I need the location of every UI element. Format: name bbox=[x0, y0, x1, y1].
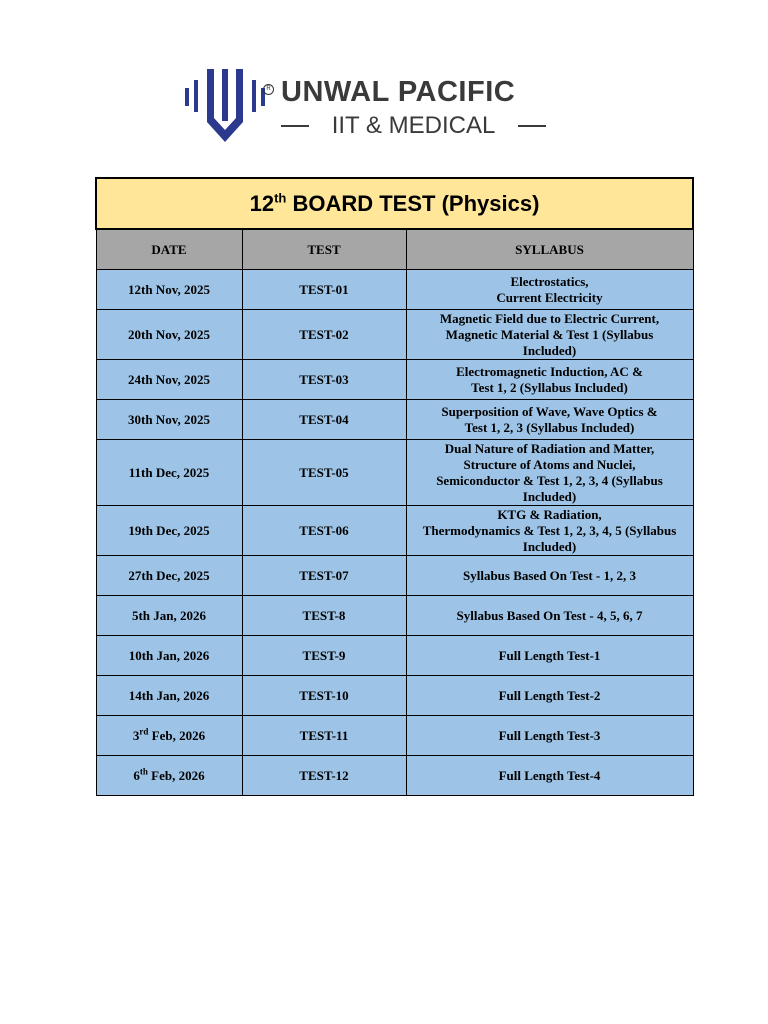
header-syllabus: SYLLABUS bbox=[406, 229, 693, 270]
table-row bbox=[96, 440, 693, 506]
syllabus-line: Included) bbox=[522, 488, 577, 504]
syllabus-line: Full Length Test-4 bbox=[498, 767, 601, 783]
table-row bbox=[96, 596, 693, 636]
syllabus-line: Electrostatics, bbox=[510, 273, 589, 289]
brand-name: UNWAL PACIFIC bbox=[281, 76, 516, 108]
syllabus-line: Included) bbox=[522, 342, 577, 358]
cell-test: TEST-12 bbox=[242, 756, 406, 796]
date-month-year: Feb, 2026 bbox=[148, 727, 206, 743]
table-row bbox=[96, 360, 693, 400]
table-row bbox=[96, 756, 693, 796]
header-date: DATE bbox=[96, 229, 242, 270]
cell-test: TEST-8 bbox=[242, 596, 406, 636]
table-header-row bbox=[96, 229, 693, 270]
syllabus-line: Semiconductor & Test 1, 2, 3, 4 (Syllabus bbox=[436, 472, 663, 488]
cell-test: TEST-05 bbox=[242, 440, 406, 506]
title-prefix: 12 bbox=[249, 190, 275, 216]
cell-test: TEST-03 bbox=[242, 360, 406, 400]
brand-tagline bbox=[281, 112, 546, 140]
tagline-dash-left bbox=[281, 125, 309, 127]
syllabus-line: Magnetic Material & Test 1 (Syllabus bbox=[445, 326, 654, 342]
board-test-schedule-table bbox=[95, 177, 694, 796]
cell-syllabus bbox=[406, 310, 693, 360]
table-row bbox=[96, 270, 693, 310]
table-row bbox=[96, 506, 693, 556]
title-superscript: th bbox=[274, 190, 287, 206]
syllabus-line: KTG & Radiation, bbox=[497, 506, 602, 522]
cell-date: 12th Nov, 2025 bbox=[96, 270, 242, 310]
cell-syllabus bbox=[406, 270, 693, 310]
syllabus-line: Full Length Test-3 bbox=[498, 727, 601, 743]
syllabus-line: Electromagnetic Induction, AC & bbox=[456, 363, 643, 379]
cell-syllabus bbox=[406, 360, 693, 400]
syllabus-line: Structure of Atoms and Nuclei, bbox=[463, 456, 636, 472]
cell-syllabus bbox=[406, 440, 693, 506]
table-row bbox=[96, 400, 693, 440]
table-row bbox=[96, 310, 693, 360]
table-title bbox=[96, 178, 693, 229]
cell-date: 5th Jan, 2026 bbox=[96, 596, 242, 636]
tagline-dash-right bbox=[518, 125, 546, 127]
cell-test: TEST-06 bbox=[242, 506, 406, 556]
cell-date: 20th Nov, 2025 bbox=[96, 310, 242, 360]
cell-date: 27th Dec, 2025 bbox=[96, 556, 242, 596]
syllabus-line: Current Electricity bbox=[496, 289, 603, 305]
date-ordinal-suffix: rd bbox=[139, 726, 149, 737]
title-text: BOARD TEST (Physics) bbox=[286, 190, 540, 216]
syllabus-line: Syllabus Based On Test - 4, 5, 6, 7 bbox=[456, 607, 643, 623]
table-row bbox=[96, 716, 693, 756]
cell-syllabus bbox=[406, 716, 693, 756]
registered-mark: R bbox=[263, 84, 274, 95]
syllabus-line: Dual Nature of Radiation and Matter, bbox=[444, 440, 655, 456]
cell-date bbox=[96, 756, 242, 796]
cell-test: TEST-07 bbox=[242, 556, 406, 596]
cell-test: TEST-02 bbox=[242, 310, 406, 360]
syllabus-line: Superposition of Wave, Wave Optics & bbox=[441, 403, 658, 419]
cell-syllabus bbox=[406, 756, 693, 796]
cell-syllabus bbox=[406, 556, 693, 596]
cell-date: 11th Dec, 2025 bbox=[96, 440, 242, 506]
syllabus-line: Full Length Test-1 bbox=[498, 647, 601, 663]
brand-logo bbox=[185, 66, 555, 146]
brand-tagline-text: IIT & MEDICAL bbox=[331, 112, 496, 139]
table-title-row bbox=[96, 178, 693, 229]
header-test: TEST bbox=[242, 229, 406, 270]
cell-date: 14th Jan, 2026 bbox=[96, 676, 242, 716]
cell-date bbox=[96, 716, 242, 756]
unwal-pacific-logo-icon bbox=[185, 66, 265, 146]
date-ordinal-suffix: th bbox=[139, 766, 148, 777]
cell-syllabus bbox=[406, 400, 693, 440]
cell-syllabus bbox=[406, 676, 693, 716]
cell-date: 30th Nov, 2025 bbox=[96, 400, 242, 440]
syllabus-line: Test 1, 2, 3 (Syllabus Included) bbox=[464, 419, 635, 435]
cell-test: TEST-10 bbox=[242, 676, 406, 716]
cell-test: TEST-01 bbox=[242, 270, 406, 310]
cell-date: 10th Jan, 2026 bbox=[96, 636, 242, 676]
table-row bbox=[96, 636, 693, 676]
syllabus-line: Full Length Test-2 bbox=[498, 687, 601, 703]
cell-test: TEST-9 bbox=[242, 636, 406, 676]
syllabus-line: Thermodynamics & Test 1, 2, 3, 4, 5 (Syllabus bbox=[422, 522, 677, 538]
cell-date: 24th Nov, 2025 bbox=[96, 360, 242, 400]
cell-date: 19th Dec, 2025 bbox=[96, 506, 242, 556]
date-day: 3 bbox=[132, 727, 140, 743]
syllabus-line: Syllabus Based On Test - 1, 2, 3 bbox=[462, 567, 637, 583]
syllabus-line: Magnetic Field due to Electric Current, bbox=[439, 310, 660, 326]
date-month-year: Feb, 2026 bbox=[147, 767, 205, 783]
syllabus-line: Test 1, 2 (Syllabus Included) bbox=[471, 379, 628, 395]
date-day: 6 bbox=[133, 767, 140, 783]
table-row bbox=[96, 676, 693, 716]
table-row bbox=[96, 556, 693, 596]
cell-test: TEST-04 bbox=[242, 400, 406, 440]
cell-syllabus bbox=[406, 506, 693, 556]
cell-syllabus bbox=[406, 596, 693, 636]
syllabus-line: Included) bbox=[522, 538, 577, 554]
table-body bbox=[96, 270, 693, 796]
cell-syllabus bbox=[406, 636, 693, 676]
cell-test: TEST-11 bbox=[242, 716, 406, 756]
